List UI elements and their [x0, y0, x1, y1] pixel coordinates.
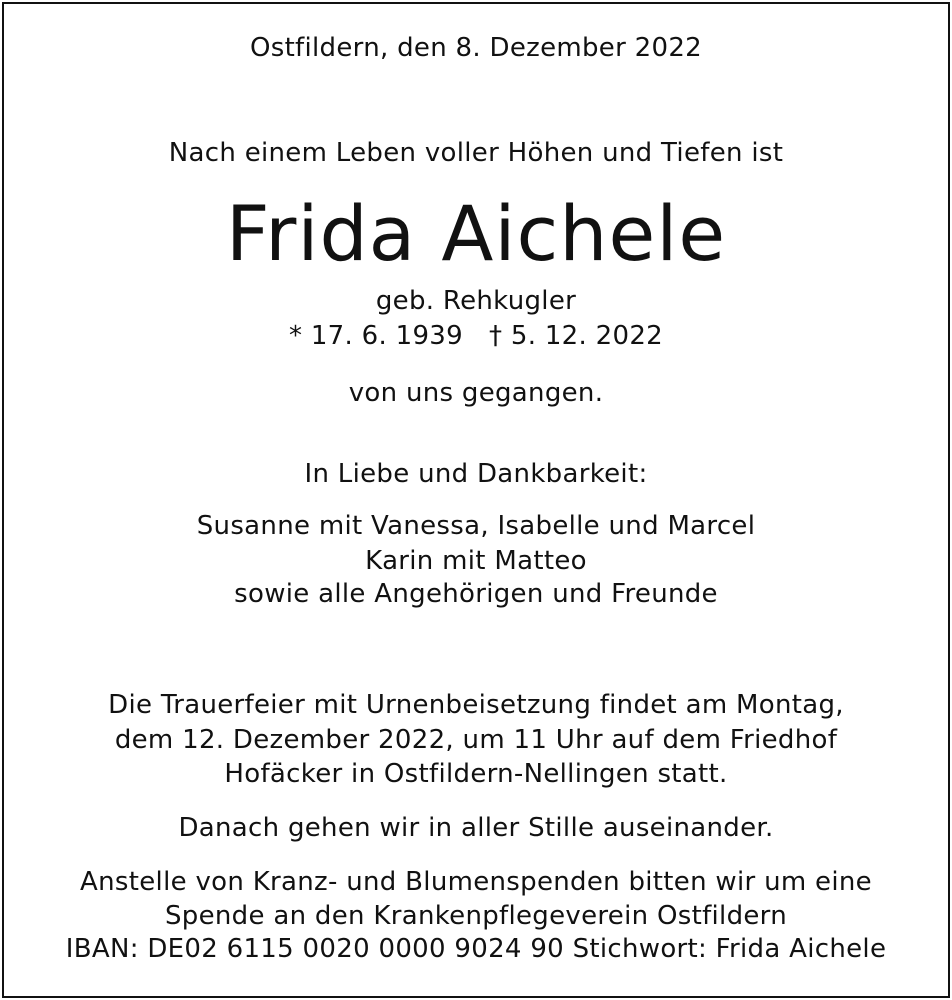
mourner-line: sowie alle Angehörigen und Freunde	[234, 579, 718, 609]
mourner-line: Susanne mit Vanessa, Isabelle und Marcel	[196, 511, 756, 541]
death-date: † 5. 12. 2022	[489, 321, 664, 351]
intro-text: Nach einem Leben voller Höhen und Tiefen ist	[168, 138, 784, 168]
service-line: Die Trauerfeier mit Urnenbeisetzung findet am Montag,	[108, 690, 844, 720]
birth-date: * 17. 6. 1939	[288, 321, 463, 351]
donation-line: Spende an den Krankenpflegeverein Ostfildern	[165, 901, 787, 931]
donation-line: Anstelle von Kranz- und Blumenspenden bitten wir um eine	[80, 867, 872, 897]
service-note: Danach gehen wir in aller Stille auseinander.	[178, 813, 774, 843]
place-date: Ostfildern, den 8. Dezember 2022	[249, 33, 703, 63]
service-line: Hofäcker in Ostfildern-Nellingen statt.	[224, 759, 728, 789]
closing-text: von uns gegangen.	[348, 378, 604, 408]
service-line: dem 12. Dezember 2022, um 11 Uhr auf dem Friedhof	[114, 725, 838, 755]
life-dates	[0, 320, 952, 352]
mourners-heading: In Liebe und Dankbarkeit:	[304, 459, 648, 489]
donation-iban: IBAN: DE02 6115 0020 0000 9024 90 Stichwort: Frida Aichele	[65, 934, 887, 964]
deceased-name: Frida Aichele	[225, 189, 727, 278]
mourner-line: Karin mit Matteo	[365, 546, 587, 576]
maiden-name: geb. Rehkugler	[375, 286, 577, 316]
